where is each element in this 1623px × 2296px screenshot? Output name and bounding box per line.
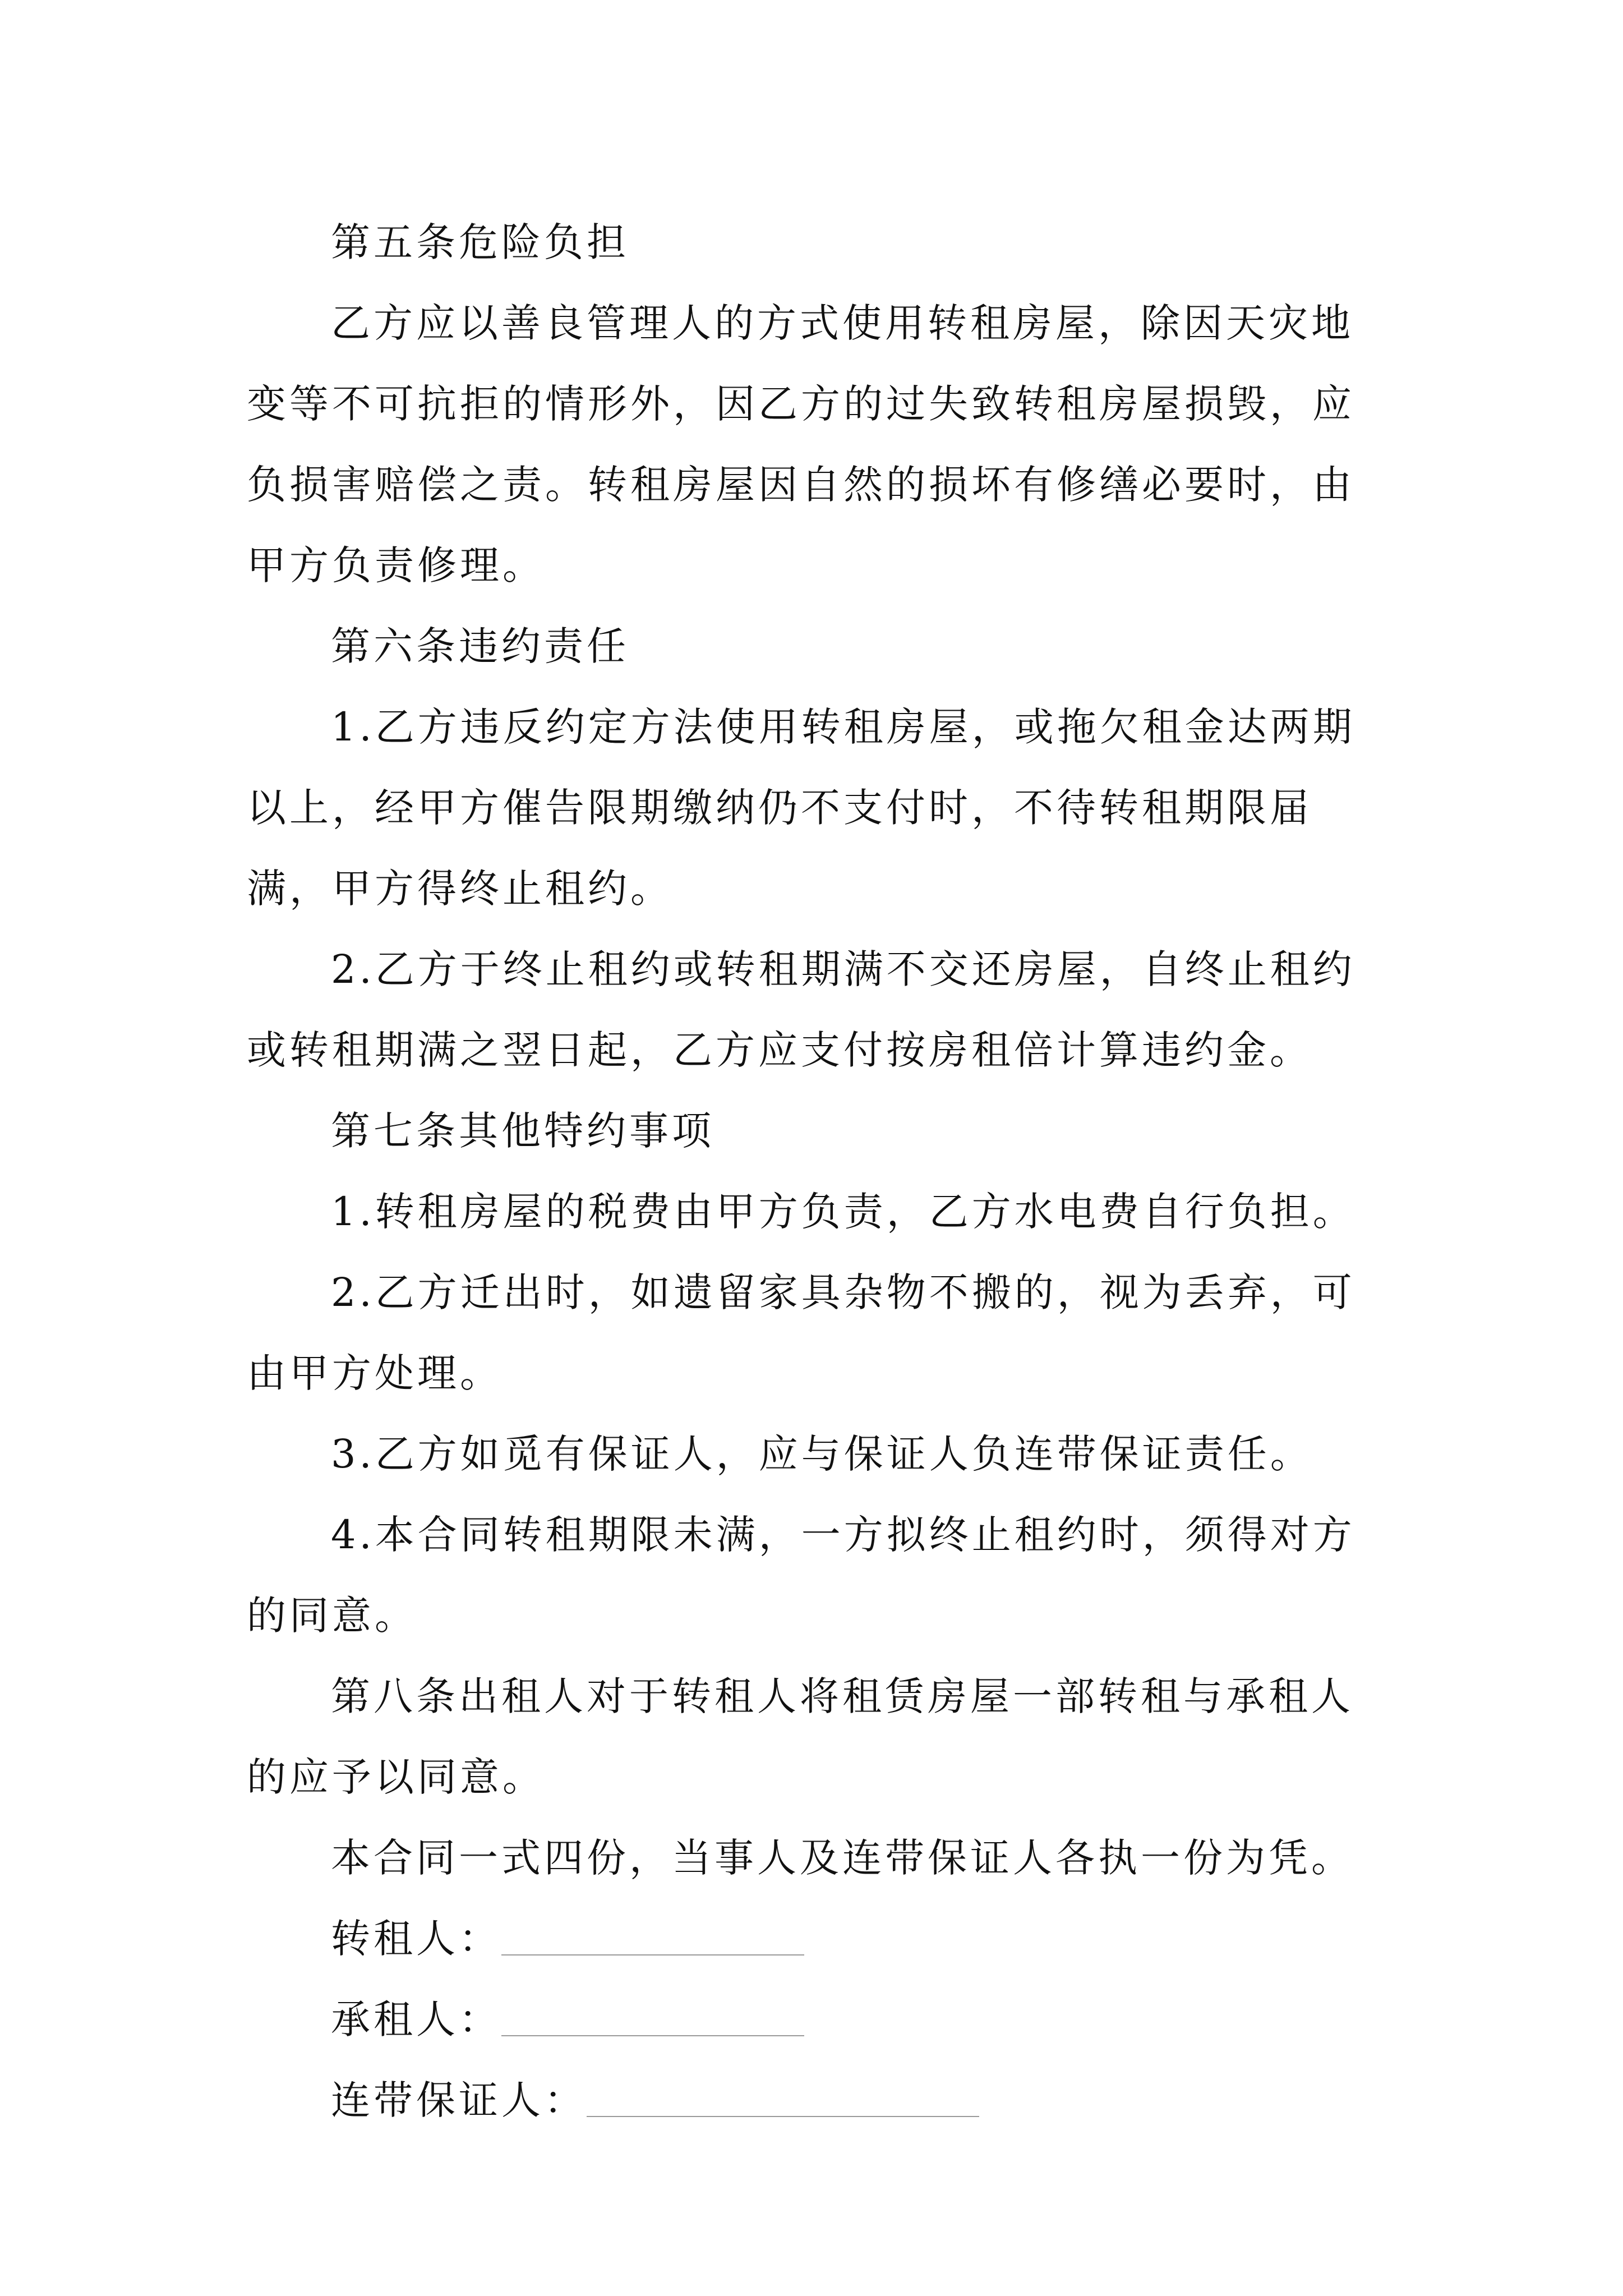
article-6-clause-1: 1.乙方违反约定方法使用转租房屋，或拖欠租金达两期以上，经甲方催告限期缴纳仍不支付时，不待转租期限届满，甲方得终止租约。 — [247, 704, 1355, 912]
article-5-heading: 第五条危险负担 — [331, 219, 629, 265]
guarantor-label: 连带保证人： — [331, 2077, 587, 2123]
article-7-clause-2: 2.乙方迁出时，如遗留家具杂物不搬的，视为丢弃，可由甲方处理。 — [247, 1269, 1355, 1396]
article-6-heading: 第六条违约责任 — [331, 623, 629, 669]
article-8-text: 第八条出租人对于转租人将租赁房屋一部转租与承租人的应予以同意。 — [247, 1673, 1354, 1800]
lessee-signature-blank — [501, 2035, 804, 2036]
article-7-clause-3: 3.乙方如觅有保证人，应与保证人负连带保证责任。 — [331, 1431, 1313, 1477]
article-7-clause-4: 4.本合同转租期限未满，一方拟终止租约时，须得对方的同意。 — [247, 1512, 1355, 1639]
lessee-signature-line — [247, 1979, 1391, 2060]
guarantor-signature-line — [247, 2060, 1391, 2141]
article-7-clause-1: 1.转租房屋的税费由甲方负责，乙方水电费自行负担。 — [331, 1189, 1355, 1235]
sublessor-signature-blank — [501, 1954, 804, 1955]
guarantor-signature-blank — [587, 2115, 979, 2117]
document-body — [247, 202, 1391, 2141]
article-5-text: 乙方应以善良管理人的方式使用转租房屋，除因天灾地变等不可抗拒的情形外，因乙方的过失致转租房屋损毁，应负损害赔偿之责。转租房屋因自然的损坏有修缮必要时，由甲方负责修理。 — [247, 300, 1355, 588]
article-6-clause-2: 2.乙方于终止租约或转租期满不交还房屋，自终止租约或转租期满之翌日起，乙方应支付按房租倍计算违约金。 — [247, 946, 1355, 1073]
lessee-label: 承租人： — [331, 1996, 501, 2042]
sublessor-signature-line — [247, 1898, 1391, 1979]
article-7-heading: 第七条其他特约事项 — [331, 1108, 714, 1154]
sublessor-label: 转租人： — [331, 1916, 501, 1962]
copies-statement: 本合同一式四份，当事人及连带保证人各执一份为凭。 — [331, 1835, 1354, 1881]
